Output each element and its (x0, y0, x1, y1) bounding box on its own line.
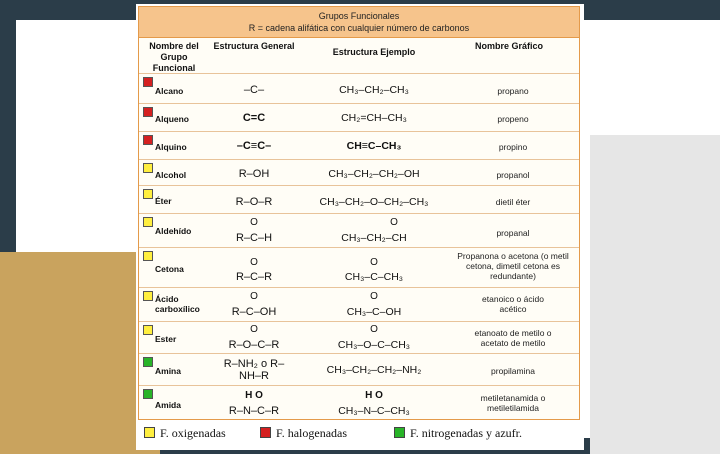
general-structure-top: H O (245, 390, 263, 401)
example-structure: CH₃–CH₂–CH₂–NH₂ (326, 364, 422, 376)
legend-nitrogen-label: F. nitrogenadas y azufr. (410, 426, 523, 440)
yellow-square-icon (144, 427, 155, 438)
header-general: Estructura General (213, 41, 295, 51)
graphic-name: propanal (496, 228, 530, 238)
example-structure-top: O (370, 257, 378, 268)
legend-oxygen (144, 426, 226, 441)
general-structure: R–C–R (235, 271, 273, 283)
graphic-name: propeno (497, 114, 529, 124)
table-row (139, 185, 579, 214)
general-structure-top: O (250, 324, 258, 335)
table-title: Grupos Funcionales (318, 11, 400, 21)
table-row (139, 73, 579, 104)
legend-halogen-label: F. halogenadas (276, 426, 348, 440)
general-structure-top: O (250, 291, 258, 302)
halogen-marker (143, 135, 153, 145)
general-structure: –C– (243, 84, 265, 96)
graphic-name: metiletanamida o metiletilamida (480, 393, 546, 413)
green-square-icon (394, 427, 405, 438)
halogen-marker (143, 77, 153, 87)
graphic-name: Propanona o acetona (o metil cetona, dimetil cetona es redundante) (457, 251, 569, 281)
table-row (139, 247, 579, 288)
table-subtitle: R = cadena alifática con cualquier número de carbonos (248, 23, 470, 33)
example-structure: CH≡C–CH₃ (346, 140, 402, 152)
functional-groups-table (138, 6, 580, 420)
group-name: Cetona (155, 264, 184, 274)
general-structure: –C≡C– (236, 140, 272, 152)
table-row (139, 321, 579, 354)
graphic-name: etanoico o ácido acético (482, 294, 544, 314)
example-structure: CH₃–O–C–CH₃ (337, 339, 411, 351)
example-structure: CH₃–CH₂–CH (341, 232, 407, 244)
legend-nitrogen (394, 426, 522, 441)
example-structure: CH₃–C–OH (346, 306, 402, 318)
general-structure: R–C–OH (231, 306, 277, 318)
legend-oxygen-label: F. oxigenadas (160, 426, 226, 440)
oxygen-marker (143, 189, 153, 199)
header-example: Estructura Ejemplo (332, 47, 416, 57)
example-structure: CH₃–CH₂–O–CH₂–CH₃ (319, 196, 429, 208)
graphic-name: propino (498, 142, 528, 152)
group-name: Amina (155, 366, 181, 376)
table-row (139, 159, 579, 186)
table-row (139, 287, 579, 322)
general-structure: C=C (242, 112, 266, 124)
example-structure-top: O (390, 217, 398, 228)
group-name: Alcohol (155, 170, 187, 180)
general-structure: R–N–C–R (228, 405, 280, 417)
general-structure-top: O (250, 257, 258, 268)
group-name: Alquino (155, 142, 187, 152)
general-structure: R–NH₂ o R–NH–R (223, 358, 285, 382)
general-structure: R–O–C–R (228, 339, 280, 351)
table-row (139, 213, 579, 248)
group-name: Ester (155, 334, 177, 344)
group-name: Éter (155, 196, 172, 206)
example-structure-top: O (370, 324, 378, 335)
table-row (139, 385, 579, 420)
example-structure-top: O (370, 291, 378, 302)
general-structure-top: O (250, 217, 258, 228)
group-name: Alcano (155, 86, 184, 96)
group-name: Ácido carboxílico (155, 294, 200, 314)
halogen-marker (143, 107, 153, 117)
table-row (139, 353, 579, 386)
header-graphic: Nombre Gráfico (474, 41, 543, 51)
oxygen-marker (143, 217, 153, 227)
graphic-name: propilamina (491, 366, 535, 376)
example-structure: CH₃–CH₂–CH₂–OH (328, 168, 420, 180)
group-name: Aldehído (155, 226, 192, 236)
graphic-name: propanol (496, 170, 530, 180)
oxygen-marker (143, 325, 153, 335)
nitrogen-marker (143, 357, 153, 367)
legend (136, 424, 584, 444)
red-square-icon (260, 427, 271, 438)
example-structure: CH₂=CH–CH₃ (341, 112, 407, 124)
header-name: Nombre del Grupo Funcional (149, 41, 199, 73)
example-structure: CH₃–C–CH₃ (344, 271, 404, 283)
graphic-name: etanoato de metilo o acetato de metilo (474, 328, 552, 348)
example-structure: CH₃–N–C–CH₃ (338, 405, 410, 417)
oxygen-marker (143, 251, 153, 261)
legend-halogen (260, 426, 347, 441)
nitrogen-marker (143, 389, 153, 399)
oxygen-marker (143, 163, 153, 173)
graphic-name: dietil éter (495, 197, 531, 207)
table-title-bar (139, 7, 579, 38)
gray-decoration (590, 135, 720, 454)
table-row (139, 131, 579, 160)
group-name: Amida (155, 400, 181, 410)
example-structure: CH₃–CH₂–CH₃ (339, 84, 409, 96)
group-name: Alqueno (155, 114, 189, 124)
graphic-name: propano (497, 86, 529, 96)
table-row (139, 103, 579, 132)
functional-groups-sheet (136, 4, 584, 450)
general-structure: R–OH (238, 168, 270, 180)
general-structure: R–C–H (235, 232, 273, 244)
oxygen-marker (143, 291, 153, 301)
general-structure: R–O–R (235, 196, 273, 208)
example-structure-top: H O (365, 390, 383, 401)
